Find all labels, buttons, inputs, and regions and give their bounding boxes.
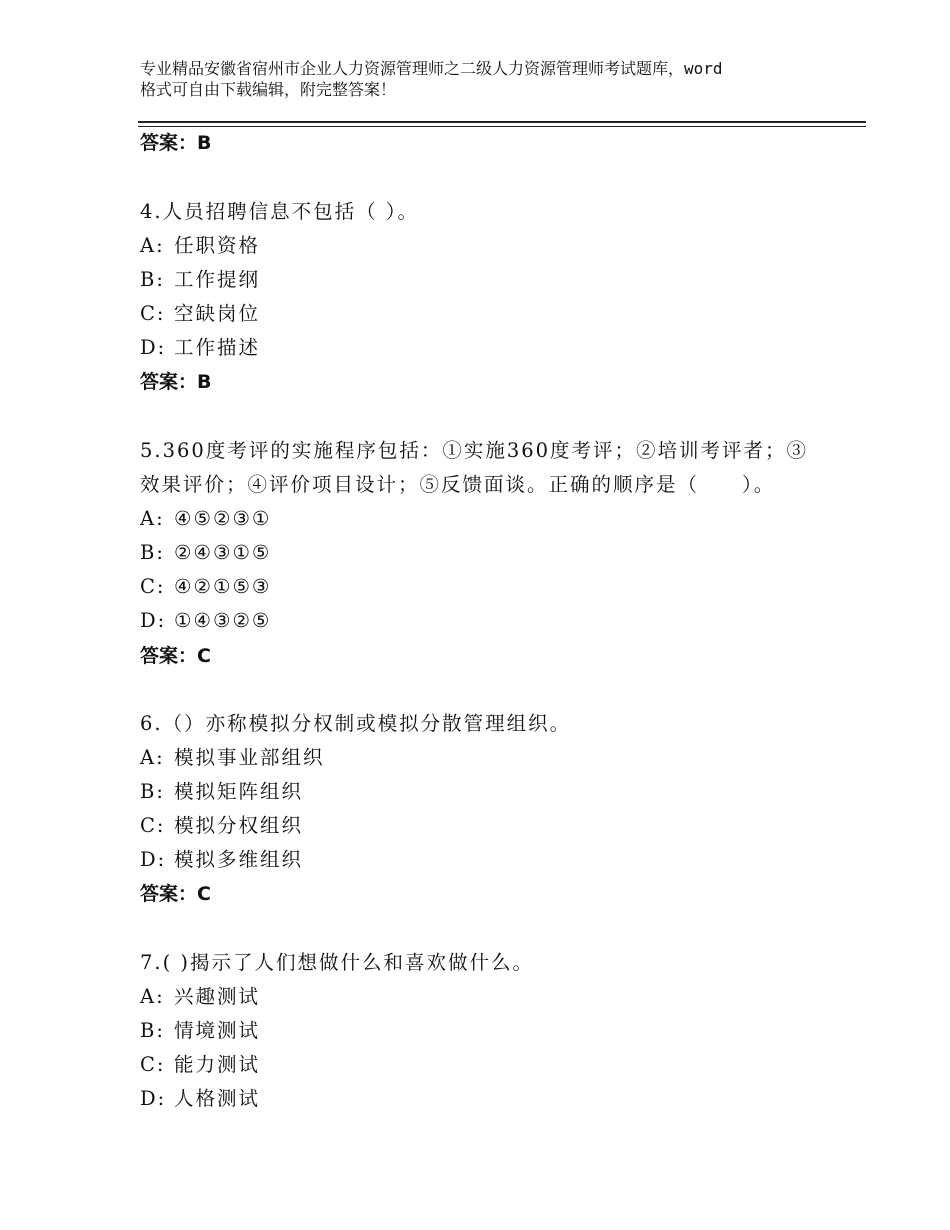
question-5-stem-line-2: 效果评价；④评价项目设计；⑤反馈面谈。正确的顺序是（ ）。 (140, 473, 776, 496)
question-6-option-b (140, 780, 303, 804)
header-line-1: 专业精品安徽省宿州市企业人力资源管理师之二级人力资源管理师考试题库，word (140, 59, 723, 78)
question-7-option-d (140, 1087, 260, 1111)
option-text: 情境测试 (174, 1019, 261, 1042)
question-4-stem: 4.人员招聘信息不包括（ ）。 (140, 200, 420, 223)
option-key: C: (140, 1053, 166, 1076)
question-4-option-d (140, 336, 260, 360)
question-5-stem-line-1: 5.360度考评的实施程序包括：①实施360度考评；②培训考评者；③ (140, 439, 809, 462)
option-text: 模拟多维组织 (174, 848, 304, 871)
option-key: B: (140, 268, 165, 291)
option-key: D: (140, 848, 167, 871)
option-text: ④②①⑤③ (174, 575, 272, 598)
answer-prev: 答案：B (140, 132, 212, 154)
document-header (140, 58, 820, 100)
question-6-stem: 6.（）亦称模拟分权制或模拟分散管理组织。 (140, 712, 572, 735)
question-5-answer: 答案：C (140, 645, 211, 667)
option-text: 兴趣测试 (174, 985, 261, 1008)
question-5-option-d (140, 609, 271, 633)
header-divider-thick (138, 121, 866, 123)
option-text: ②④③①⑤ (174, 541, 272, 564)
option-text: 空缺岗位 (174, 302, 261, 325)
option-text: 模拟事业部组织 (174, 746, 325, 769)
header-line-2: 格式可自由下载编辑，附完整答案！ (140, 80, 397, 99)
header-divider-thin (138, 126, 866, 127)
question-4-option-b (140, 268, 260, 292)
option-text: 模拟分权组织 (174, 814, 304, 837)
option-key: B: (140, 780, 165, 803)
option-key: C: (140, 814, 166, 837)
option-key: A: (140, 234, 165, 257)
option-text: ④⑤②③① (174, 507, 272, 530)
option-key: B: (140, 541, 165, 564)
option-text: 任职资格 (174, 234, 261, 257)
question-7-stem: 7.( )揭示了人们想做什么和喜欢做什么。 (140, 951, 535, 974)
option-text: 模拟矩阵组织 (174, 780, 304, 803)
question-5-option-a (140, 507, 271, 531)
question-5-option-c (140, 575, 271, 599)
option-key: A: (140, 507, 165, 530)
question-7-option-a (140, 985, 260, 1009)
question-7-option-c (140, 1053, 260, 1077)
question-5-option-b (140, 541, 271, 565)
option-key: D: (140, 1087, 167, 1110)
option-key: A: (140, 985, 165, 1008)
option-text: ①④③②⑤ (174, 609, 272, 632)
option-key: D: (140, 336, 167, 359)
option-text: 能力测试 (174, 1053, 261, 1076)
option-text: 工作描述 (174, 336, 261, 359)
question-4-answer: 答案：B (140, 371, 212, 393)
question-6-option-c (140, 814, 303, 838)
question-6-option-a (140, 746, 325, 770)
question-4-option-a (140, 234, 260, 258)
option-key: D: (140, 609, 167, 632)
question-6-option-d (140, 848, 303, 872)
option-key: C: (140, 302, 166, 325)
question-6-answer: 答案：C (140, 883, 211, 905)
question-4-option-c (140, 302, 260, 326)
option-text: 人格测试 (174, 1087, 261, 1110)
option-key: B: (140, 1019, 165, 1042)
question-7-option-b (140, 1019, 260, 1043)
option-key: C: (140, 575, 166, 598)
option-key: A: (140, 746, 165, 769)
option-text: 工作提纲 (174, 268, 261, 291)
